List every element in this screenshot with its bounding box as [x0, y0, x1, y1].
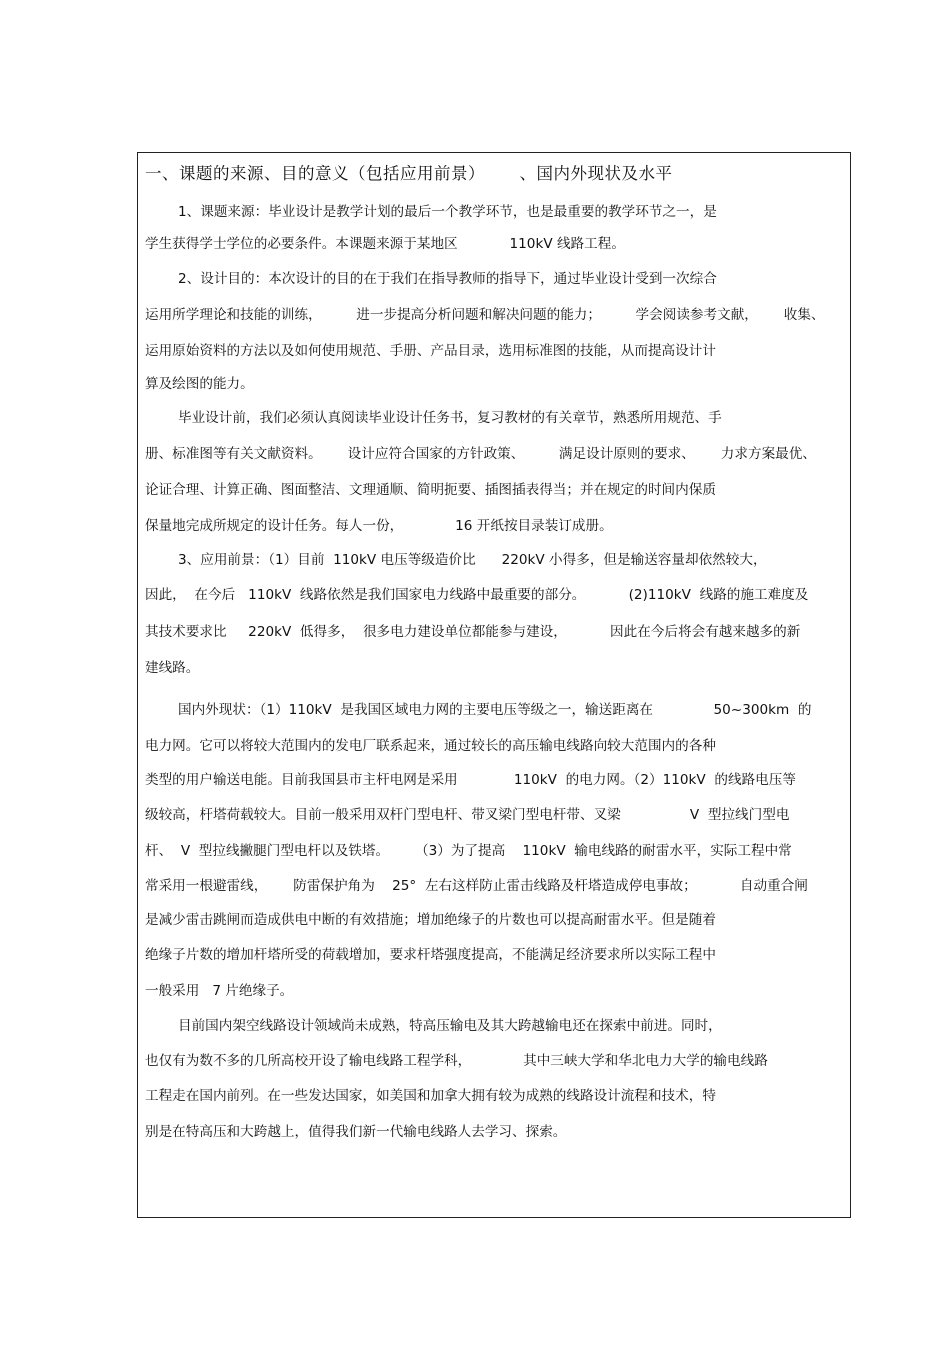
- text-line: 毕业设计前，我们必须认真阅读毕业设计任务书，复习教材的有关章节，熟悉所用规范、手: [178, 410, 722, 426]
- text-line: 论证合理、计算正确、图面整洁、文理通顺、简明扼要、插图插表得当；并在规定的时间内保质: [145, 482, 716, 498]
- text-line: 也仅有为数不多的几所高校开设了输电线路工程学科， 其中三峡大学和华北电力大学的输电线路: [145, 1053, 768, 1069]
- text-line: 其技术要求比 220kV 低得多， 很多电力建设单位都能参与建设， 因此在今后将会有越来越多的新: [145, 624, 801, 640]
- text-line: 杆、 V 型拉线撇腿门型电杆以及铁塔。 （3）为了提高 110kV 输电线路的耐雷水平，实际工程中常: [145, 843, 792, 859]
- text-line: 算及绘图的能力。: [145, 376, 254, 392]
- text-line: 学生获得学士学位的必要条件。本课题来源于某地区 110kV 线路工程。: [145, 236, 625, 252]
- text-line: 是减少雷击跳闸而造成供电中断的有效措施；增加绝缘子的片数也可以提高耐雷水平。但是随着: [145, 912, 716, 928]
- text-line: 2、设计目的：本次设计的目的在于我们在指导教师的指导下，通过毕业设计受到一次综合: [178, 271, 717, 287]
- text-line: 保量地完成所规定的设计任务。每人一份， 16 开纸按目录装订成册。: [145, 518, 613, 534]
- text-line: 工程走在国内前列。在一些发达国家，如美国和加拿大拥有较为成熟的线路设计流程和技术，特: [145, 1088, 716, 1104]
- text-line: 1、课题来源：毕业设计是教学计划的最后一个教学环节，也是最重要的教学环节之一，是: [178, 204, 717, 220]
- text-line: 级较高，杆塔荷载较大。目前一般采用双杆门型电杆、带叉梁门型电杆带、叉梁 V 型拉线门型电: [145, 807, 790, 823]
- text-line: 运用所学理论和技能的训练， 进一步提高分析问题和解决问题的能力； 学会阅读参考文献， 收集、: [145, 307, 825, 323]
- text-line: 常采用一根避雷线， 防雷保护角为 25° 左右这样防止雷击线路及杆塔造成停电事故； 自动重合闸: [145, 878, 808, 894]
- text-line: 运用原始资料的方法以及如何使用规范、手册、产品目录，选用标准图的技能，从而提高设计计: [145, 343, 716, 359]
- text-line: 因此， 在今后 110kV 线路依然是我们国家电力线路中最重要的部分。 (2)110kV 线路的施工难度及: [145, 587, 809, 603]
- text-line: 类型的用户输送电能。目前我国县市主杆电网是采用 110kV 的电力网。（2）110kV 的线路电压等: [145, 772, 796, 788]
- text-line: 册、标准图等有关文献资料。 设计应符合国家的方针政策、 满足设计原则的要求、 力求方案最优、: [145, 446, 816, 462]
- text-line: 建线路。: [145, 660, 200, 676]
- text-line: 3、应用前景：（1）目前 110kV 电压等级造价比 220kV 小得多，但是输送容量却依然较大，: [178, 552, 767, 568]
- text-line: 国内外现状：（1）110kV 是我国区域电力网的主要电压等级之一，输送距离在 50~300km 的: [178, 702, 812, 718]
- text-line: 电力网。它可以将较大范围内的发电厂联系起来，通过较长的高压输电线路向较大范围内的各种: [145, 738, 716, 754]
- text-line: 别是在特高压和大跨越上，值得我们新一代输电线路人去学习、探索。: [145, 1124, 567, 1140]
- text-line: 一般采用 7 片绝缘子。: [145, 983, 294, 999]
- text-line: 目前国内架空线路设计领域尚未成熟，特高压输电及其大跨越输电还在探索中前进。同时，: [178, 1018, 722, 1034]
- section-heading: 一、课题的来源、目的意义（包括应用前景） 、国内外现状及水平: [145, 164, 673, 183]
- text-line: 绝缘子片数的增加杆塔所受的荷载增加，要求杆塔强度提高，不能满足经济要求所以实际工程中: [145, 947, 716, 963]
